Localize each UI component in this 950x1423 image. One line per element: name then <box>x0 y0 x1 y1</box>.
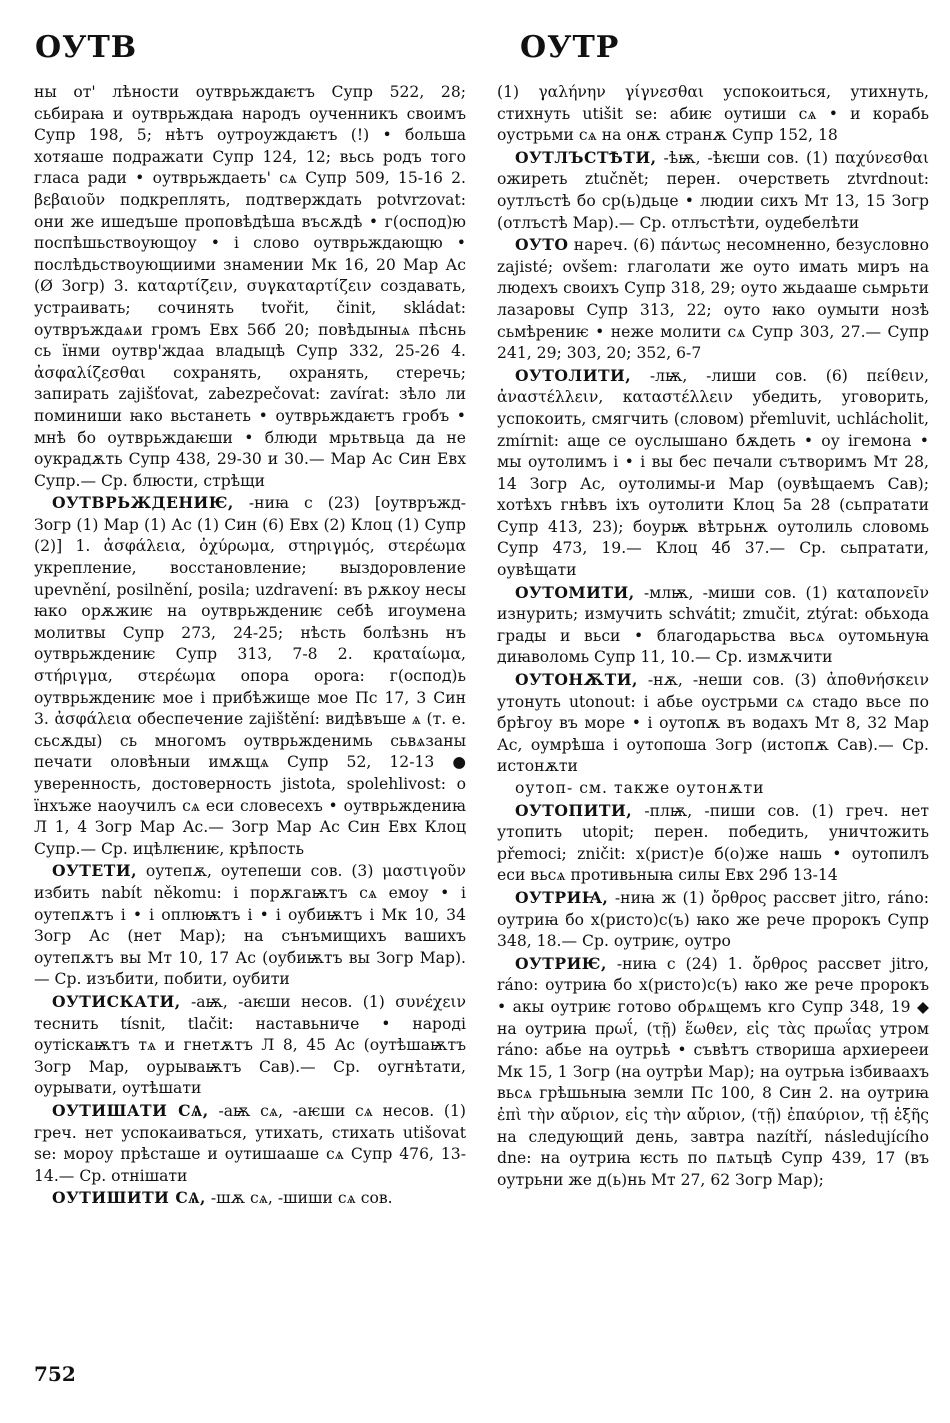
headword: ОУТОПИТИ, <box>515 800 633 820</box>
entry-body: -млѭ, -миши сов. (1) καταπονεῖν изнурить; измучить schvátit; zmučit, ztýrat: обьхода грады и вьси • благодарьства вьсѧ оутомьнуꙗ диꙗволомь Супр 11, 10.— Ср. измѫчити <box>497 583 929 667</box>
headword: ОУТРИѤ, <box>515 953 607 973</box>
headword: ОУТОЛИТИ, <box>515 365 632 385</box>
headword: ОУТИШАТИ СѦ, <box>52 1100 209 1120</box>
entry-body: -аѭ сѧ, -аѥши сѧ несов. (1) греч. нет успокаиваться, утихать, стихать utišovat se: мороу прѣсташе и оутишааше сѧ Супр 476, 13-14.— Ср. отнішати <box>34 1101 466 1185</box>
headword: ОУТЕТИ, <box>52 861 137 881</box>
dictionary-entry <box>34 1187 466 1210</box>
headword: ОУТИШИТИ СѦ, <box>52 1188 206 1208</box>
running-head-left: ОУТВ <box>35 30 138 65</box>
entry-body: -шѫ сѧ, -шиши сѧ сов. <box>205 1189 393 1208</box>
entry-body: -ѣѭ, -ѣѥши сов. (1) παχύνεσθαι ожиреть ztučnět; перен. очерстветь ztvrdnout: оутлъстѣ бо ср(ь)дьце • людии сихъ Мт 13, 15 Зогр (отлъстѣ Мар).— Ср. отлъстѣти, оудебелѣти <box>497 148 929 232</box>
entry-body: (1) γαλήνην γίγνεσθαι успокоиться, утихнуть, стихнуть utišit se: абиѥ оутиши сѧ • и корабь оустрьми сѧ на онѫ странѫ Супр 152, 18 <box>497 83 929 145</box>
dictionary-entry <box>34 860 466 991</box>
page-number: 752 <box>34 1362 76 1386</box>
dictionary-entry <box>497 800 929 887</box>
headword: ОУТО <box>515 235 569 255</box>
running-head-right: ОУТР <box>520 30 620 65</box>
left-column <box>34 82 466 1210</box>
right-column <box>497 82 929 1191</box>
dictionary-entry <box>497 234 929 365</box>
entry-body: -ниꙗ с (23) [оутвръжд- Зогр (1) Мар (1) Ас (1) Син (6) Евх (2) Клоц (1) Супр (2)] 1. ἀσφάλεια, ὀχύρωμα, στηριγμός, στερέωμα укрепление, восстановление; выздоровление upevnění, posilnění, posila; uzdravení: въ рѫкоу несы ꙗко орѫжиѥ на оутврьждениѥ себѣ игоумена молитвы Супр 273, 24-25; нѣсть болѣзнь нъ оутврьждениѥ Супр 313, 7-8 2. κραταίωμα, στήριγμα, στερέωμα опора opora: г(оспод)ь оутврьждениѥ мое і прибѣжище мое Пс 17, 3 Син 3. ἀσφάλεια обеспечение zajištění: видѣвъше ѧ (т. е. сьсѫды) сь многомъ оутврьжденимь сьвѧзаны печати оловѣныи имѫщѧ Супр 52, 12-13 ● уверенность, достоверность jistota, spolehlivost: о їнхъже наоучилъ сѧ еси словесехъ • оутврьждениꙗ Л 1, 4 Зогр Мар Ас.— Зогр Мар Ас Син Евх Клоц Супр.— Ср. ицѣлѥниѥ, крѣпость <box>34 494 466 858</box>
dictionary-entry <box>497 953 929 1192</box>
headword: ОУТОМИТИ, <box>515 582 635 602</box>
dictionary-entry <box>34 991 466 1100</box>
entry-body: -плѭ, -пиши сов. (1) греч. нет утопить utopit; перен. победить, уничтожить přemoci; zničit: х(рист)е б(о)же нашь • оутопилъ еси вьсѧ противьныꙗ силы Евх 29б 13-14 <box>497 801 929 885</box>
dictionary-entry <box>497 365 929 582</box>
entry-body: оутепѫ, оутепеши сов. (3) μαστιγοῦν избить nabít někomu: і порѫгаѭтъ сѧ емоу • і оутепѫтъ і • і оплюѭтъ і • і оубиѭтъ і Мк 10, 34 Зогр Ас (нет Мар); на сънъмищихъ вашихъ оутепѫтъ вы Мт 10, 17 Ас (оубиѭтъ вы Зогр Мар).— Ср. изъбити, побити, оубити <box>34 862 466 989</box>
headword: ОУТРИꙖ, <box>515 887 609 907</box>
entry-text <box>34 82 466 492</box>
dictionary-entry <box>497 147 929 234</box>
dictionary-entry <box>34 1100 466 1187</box>
entry-body: -лѭ, -лиши сов. (6) πείθειν, ἀναστέλλειν, καταστέλλειν убедить, уговорить, успокоить, смягчить (словом) přemluvit, uchlácholit, zmírnit: аще се оуслышано бѫдеть • оу ігемона • мы оутолимъ і • і вы бес печали сътворимъ Мт 28, 14 Зогр Ас, оутолимы-и Мар (оувѣщаемъ Сав); хотѣхъ гнѣвъ іхъ оутолити Клоц 5а 28 (сьпратати Супр 413, 23); боурѭ вѣтрьнѫ оутолиль словомь Супр 473, 19.— Клоц 4б 37.— Ср. сьпратати, оувѣщати <box>497 366 929 580</box>
headword: ОУТОНѪТИ, <box>515 670 638 690</box>
entry-text <box>497 82 929 147</box>
entry-body: ны от' лѣности оутврьждаѥтъ Супр 522, 28; сьбираꙗ и оутврьждаꙗ народъ оученникъ своимъ Супр 198, 5; нѣтъ оутроуждаѥтъ (!) • больша хотяаше подражати Супр 124, 12; вьсь родъ того гласа ради • оутврьждаеть' сѧ Супр 509, 15-16 2. βεβαιοῦν подкреплять, подтверждать potvrzovat: они же ишедъше проповѣдѣша въсѫдѣ • г(оспод)ю поспѣшьствоующоу • і слово оутврьждающю • послѣдьствоующиими знамении Мк 16, 20 Мар Ас (Ø Зогр) 3. καταρτίζειν, συγκαταρτίζειν создавать, устраивать; сочинять tvořit, činit, skládat: оутвръждаѧи громъ Евх 56б 20; повѣдыныѧ пѣснь сь їнми оутвр'ждаа владыцѣ Супр 332, 25-26 4. ἀσφαλίζεσθαι сохранять, охранять, стеречь; запирать zajišťovat, zabezpečovat: zavírat: зѣло ли поминиши ꙗко вьстанеть • оутврьждаѥтъ гробъ • мнѣ бо оутврьждаѥши • блюди мрьтвьца да не оукрадѫть Супр 438, 29-30 и 30.— Мар Ас Син Евх Супр.— Ср. блюсти, стрѣщи <box>34 83 466 490</box>
dictionary-entry <box>497 669 929 778</box>
dictionary-entry <box>497 887 929 953</box>
entry-body: оутоп- см. также оутонѫти <box>515 779 765 797</box>
entry-body: -ниꙗ ж (1) ὄρθρος рассвет jitro, ráno: оутриꙗ бо х(ристо)с(ъ) ꙗко же рече пророкъ Супр 348, 18.— Ср. оутриѥ, оутро <box>497 888 929 951</box>
headword: ОУТВРЬЖДЕНИѤ, <box>52 493 234 513</box>
dictionary-entry <box>34 492 466 860</box>
headword: ОУТИСКАТИ, <box>52 991 181 1011</box>
headword: ОУТЛЪСТѢТИ, <box>515 147 657 167</box>
entry-body: -нѫ, -неши сов. (3) ἀποθνήσκειν утонуть utonout: і абье оустрьми сѧ стадо вьсе по брѣгоу въ море • і оутопѫ въ водахъ Мт 8, 32 Мар Ас, оумрѣша і оутопоша Зогр (истопѫ Сав).— Ср. истонѫти <box>497 671 929 776</box>
entry-body: -ниꙗ с (24) 1. ὄρθρος рассвет jitro, ráno: оутриꙗ бо х(ристо)с(ъ) ꙗко же рече пророкъ • акы оутриѥ готово обрѧщемъ кго Супр 348, 19 ◆ на оутриꙗ πρωΐ, (τῇ) ἕωθεν, εἰς τὰς πρωΐας утром ráno: абье на оутрьѣ • съвѣтъ створиша архиерееи Мк 15, 1 Зогр (на оутрѣи Мар); на оутрьꙗ ізбиваахъ вьсѧ грѣшьныꙗ земли Пс 100, 8 Син 2. на оутриꙗ ἐπὶ τὴν αὔριον, εἰς τὴν αὔριον, (τῇ) ἐπαύριον, τῇ ἑξῆς на следующий день, завтра nazítří, následujícího dne: на оутриꙗ ѥсть по пѧтьцѣ Супр 439, 17 (въ оутрьни же д(ь)нь Мт 27, 62 Зогр Мар); <box>497 954 929 1189</box>
entry-body: нареч. (6) πάντως несомненно, безусловно zajisté; ovšem: глаголати же оуто имать миръ на людехъ своихъ Супр 318, 29; оуто жьдааше сьмрьти лазаровы Супр 313, 22; оуто ꙗко оумыти нозѣ сьмѣрениѥ • неже молити сѧ Супр 303, 27.— Супр 241, 29; 303, 20; 352, 6-7 <box>497 236 929 363</box>
entry-text <box>497 778 929 800</box>
entry-body: -аѭ, -аѥши несов. (1) συνέχειν теснить tísnit, tlačit: наставьниче • народі оутіскаѭтъ тѧ и гнетѫтъ Л 8, 45 Ас (оутѣшаѭтъ Зогр Мар, оурываѭтъ Сав).— Ср. оугнѣтати, оурывати, оутѣшати <box>34 992 466 1098</box>
dictionary-entry <box>497 582 929 669</box>
